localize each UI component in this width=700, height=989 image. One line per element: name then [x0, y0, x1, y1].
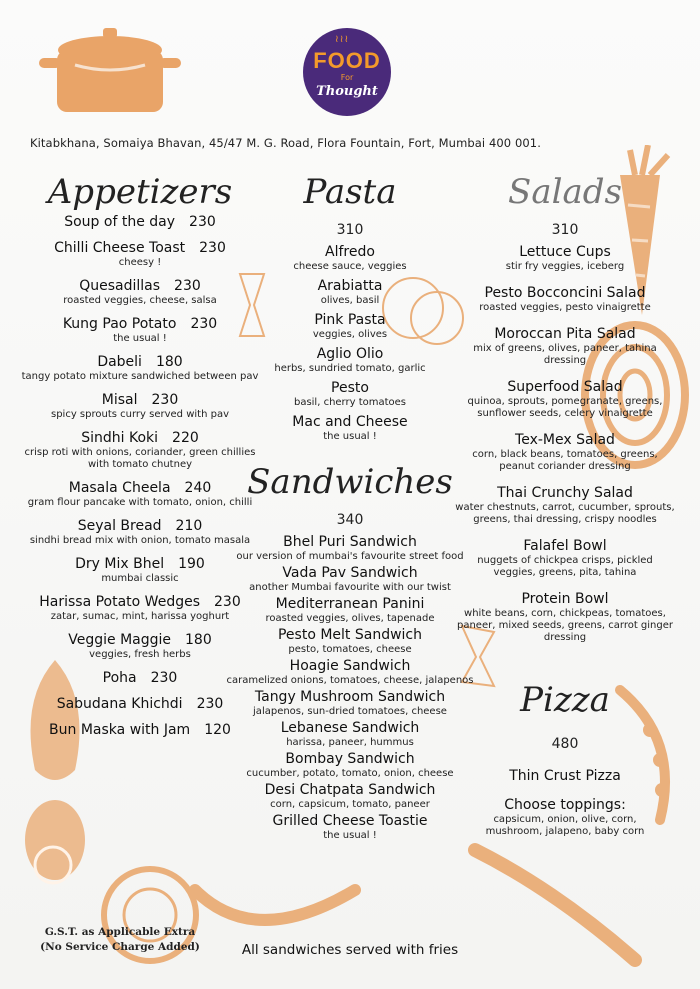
item-name: Tex-Mex Salad: [515, 432, 615, 448]
item-description: corn, capsicum, tomato, paneer: [270, 799, 430, 810]
menu-item: [20, 214, 260, 240]
menu-item: [225, 689, 475, 720]
item-name: Tangy Mushroom Sandwich: [254, 689, 446, 705]
menu-item: [20, 392, 260, 430]
menu-item: [20, 480, 260, 518]
menu-item: [455, 285, 675, 326]
tax-footnote: [30, 925, 210, 955]
item-description: roasted veggies, cheese, salsa: [63, 295, 217, 306]
menu-item: [225, 244, 475, 278]
item-name: Sabudana Khichdi: [56, 696, 183, 712]
sandwich-list: [225, 534, 475, 844]
item-name: Protein Bowl: [521, 591, 609, 607]
menu-item: [225, 627, 475, 658]
item-description: stir fry veggies, iceberg: [505, 261, 625, 272]
item-description: the usual !: [323, 431, 377, 442]
item-name: Masala Cheela: [68, 480, 171, 496]
menu-item: [20, 632, 260, 670]
salad-list: [455, 244, 675, 656]
item-description: water chestnuts, carrot, cucumber, sprouts, greens, thai dressing, crispy noodles: [455, 502, 675, 525]
item-name: Lettuce Cups: [519, 244, 611, 260]
item-name: Kung Pao Potato: [62, 316, 177, 332]
menu-item: [20, 316, 260, 354]
salads-section: [455, 172, 675, 838]
item-name: Misal: [101, 392, 138, 408]
menu-item: [225, 751, 475, 782]
menu-item: [225, 782, 475, 813]
item-description: caramelized onions, tomatoes, cheese, jalapenos: [226, 675, 474, 686]
item-price: 230: [196, 696, 224, 712]
item-price: 230: [190, 316, 218, 332]
menu-item: [455, 244, 675, 285]
menu-item: [20, 556, 260, 594]
item-price: 230: [214, 594, 241, 610]
item-description: roasted veggies, pesto vinaigrette: [479, 302, 651, 313]
menu-item: [20, 278, 260, 316]
item-price: 120: [204, 722, 231, 738]
item-description: basil, cherry tomatoes: [293, 397, 407, 408]
appetizers-heading: Appetizers: [47, 172, 233, 212]
logo-word-food: FOOD: [313, 48, 381, 73]
menu-item: [455, 379, 675, 432]
salads-price: 310: [551, 222, 579, 238]
item-description: white beans, corn, chickpeas, tomatoes, paneer, mixed seeds, greens, carrot ginger dressing: [456, 608, 674, 643]
item-description: cucumber, potato, tomato, onion, cheese: [246, 768, 454, 779]
menu-item: [455, 485, 675, 538]
item-price: 190: [178, 556, 205, 572]
item-price: 180: [185, 632, 212, 648]
restaurant-address: Kitabkhana, Somaiya Bhavan, 45/47 M. G. Road, Flora Fountain, Fort, Mumbai 400 001.: [30, 136, 541, 150]
appetizers-section: [20, 172, 260, 748]
item-name: Soup of the day: [64, 214, 176, 230]
menu-item: [20, 354, 260, 392]
item-description: our version of mumbai's favourite street food: [236, 551, 464, 562]
menu-item: [225, 380, 475, 414]
item-name: Chilli Cheese Toast: [54, 240, 186, 256]
item-name: Pesto Melt Sandwich: [277, 627, 422, 643]
pizza-price: 480: [551, 736, 579, 752]
item-name: Vada Pav Sandwich: [282, 565, 418, 581]
item-description: mix of greens, olives, paneer, tahina dressing: [473, 343, 657, 366]
item-description: quinoa, sprouts, pomegranate, greens, sunflower seeds, celery vinaigrette: [467, 396, 663, 419]
pizza-item: Thin Crust Pizza: [509, 768, 621, 784]
salads-heading: Salads: [508, 172, 622, 212]
item-price: 180: [155, 354, 183, 370]
item-name: Harissa Potato Wedges: [39, 594, 201, 610]
menu-item: [225, 596, 475, 627]
item-description: the usual !: [323, 830, 377, 841]
item-name: Sindhi Koki: [81, 430, 159, 446]
menu-item: [20, 518, 260, 556]
menu-item: [455, 538, 675, 591]
item-name: Moroccan Pita Salad: [494, 326, 636, 342]
item-name: Thai Crunchy Salad: [497, 485, 633, 501]
menu-item: [20, 670, 260, 696]
item-price: 210: [175, 518, 203, 534]
menu-item: [225, 534, 475, 565]
appetizer-list: [20, 214, 260, 748]
item-name: Mediterranean Panini: [275, 596, 425, 612]
item-description: veggies, olives: [312, 329, 388, 340]
menu-item: [225, 346, 475, 380]
item-description: zatar, sumac, mint, harissa yoghurt: [50, 611, 230, 622]
item-name: Veggie Maggie: [68, 632, 172, 648]
menu-item: [20, 722, 260, 748]
item-description: pesto, tomatoes, cheese: [288, 644, 412, 655]
item-name: Hoagie Sandwich: [289, 658, 411, 674]
pizza-toppings-label: Choose toppings:: [504, 797, 626, 813]
item-name: Mac and Cheese: [292, 414, 408, 430]
item-description: the usual !: [113, 333, 167, 344]
item-name: Bhel Puri Sandwich: [283, 534, 417, 550]
item-name: Bombay Sandwich: [285, 751, 415, 767]
menu-item: [225, 658, 475, 689]
pasta-price: 310: [336, 222, 364, 238]
menu-item: [225, 720, 475, 751]
logo-word-for: For: [340, 73, 354, 82]
item-price: 230: [151, 392, 179, 408]
item-name: Aglio Olio: [316, 346, 384, 362]
steam-icon: ≀≀≀: [335, 34, 350, 45]
pizza-heading: Pizza: [520, 680, 610, 720]
gst-note: G.S.T. as Applicable Extra: [44, 926, 196, 938]
item-price: 220: [172, 430, 199, 446]
item-name: Dabeli: [97, 354, 142, 370]
item-price: 230: [174, 278, 201, 294]
food-for-thought-logo: [303, 28, 391, 116]
item-name: Bun Maska with Jam: [49, 722, 191, 738]
menu-item: [225, 565, 475, 596]
pizza-toppings: capsicum, onion, olive, corn, mushroom, jalapeno, baby corn: [485, 814, 645, 837]
item-description: mumbai classic: [101, 573, 179, 584]
item-price: 230: [199, 240, 226, 256]
item-name: Desi Chatpata Sandwich: [264, 782, 436, 798]
sandwiches-heading: Sandwiches: [247, 462, 453, 502]
item-description: spicy sprouts curry served with pav: [51, 409, 229, 420]
item-description: veggies, fresh herbs: [89, 649, 191, 660]
service-charge-note: (No Service Charge Added): [40, 941, 200, 953]
item-name: Seyal Bread: [77, 518, 162, 534]
menu-item: [225, 312, 475, 346]
menu-item: [20, 696, 260, 722]
menu-item: [455, 326, 675, 379]
item-name: Lebanese Sandwich: [280, 720, 420, 736]
item-description: jalapenos, sun-dried tomatoes, cheese: [253, 706, 447, 717]
item-description: another Mumbai favourite with our twist: [249, 582, 451, 593]
item-name: Superfood Salad: [507, 379, 623, 395]
logo-word-thought: Thought: [316, 84, 378, 99]
item-price: 230: [150, 670, 178, 686]
item-name: Pesto Bocconcini Salad: [484, 285, 646, 301]
item-description: crisp roti with onions, coriander, green chillies with tomato chutney: [24, 447, 256, 470]
cooking-pot-illustration: [35, 20, 185, 130]
item-price: 230: [189, 214, 216, 230]
item-name: Dry Mix Bhel: [75, 556, 165, 572]
item-name: Alfredo: [325, 244, 375, 260]
menu-item: [225, 414, 475, 448]
pasta-section: [225, 172, 475, 844]
pasta-heading: Pasta: [303, 172, 397, 212]
menu-item: [20, 240, 260, 278]
menu-item: [225, 278, 475, 312]
menu-item: [225, 813, 475, 844]
item-description: corn, black beans, tomatoes, greens, peanut coriander dressing: [472, 449, 658, 472]
item-description: olives, basil: [320, 295, 380, 306]
item-description: roasted veggies, olives, tapenade: [265, 613, 435, 624]
item-description: harissa, paneer, hummus: [286, 737, 414, 748]
item-description: herbs, sundried tomato, garlic: [274, 363, 426, 374]
item-name: Arabiatta: [317, 278, 383, 294]
sandwich-fries-note: All sandwiches served with fries: [241, 942, 459, 958]
item-name: Pesto: [331, 380, 369, 396]
menu-item: [20, 594, 260, 632]
item-description: gram flour pancake with tomato, onion, chilli: [27, 497, 253, 508]
menu-item: [455, 591, 675, 656]
item-name: Quesadillas: [79, 278, 161, 294]
item-name: Poha: [102, 670, 137, 686]
item-price: 240: [184, 480, 212, 496]
item-description: cheese sauce, veggies: [293, 261, 407, 272]
item-name: Pink Pasta: [314, 312, 386, 328]
item-description: cheesy !: [118, 257, 162, 268]
sandwiches-price: 340: [336, 512, 364, 528]
item-description: tangy potato mixture sandwiched between pav: [21, 371, 259, 382]
menu-item: [455, 432, 675, 485]
item-description: sindhi bread mix with onion, tomato masala: [29, 535, 251, 546]
item-name: Falafel Bowl: [523, 538, 607, 554]
item-name: Grilled Cheese Toastie: [272, 813, 428, 829]
menu-item: [20, 430, 260, 480]
pasta-list: [225, 244, 475, 448]
item-description: nuggets of chickpea crisps, pickled veggies, greens, pita, tahina: [477, 555, 653, 578]
